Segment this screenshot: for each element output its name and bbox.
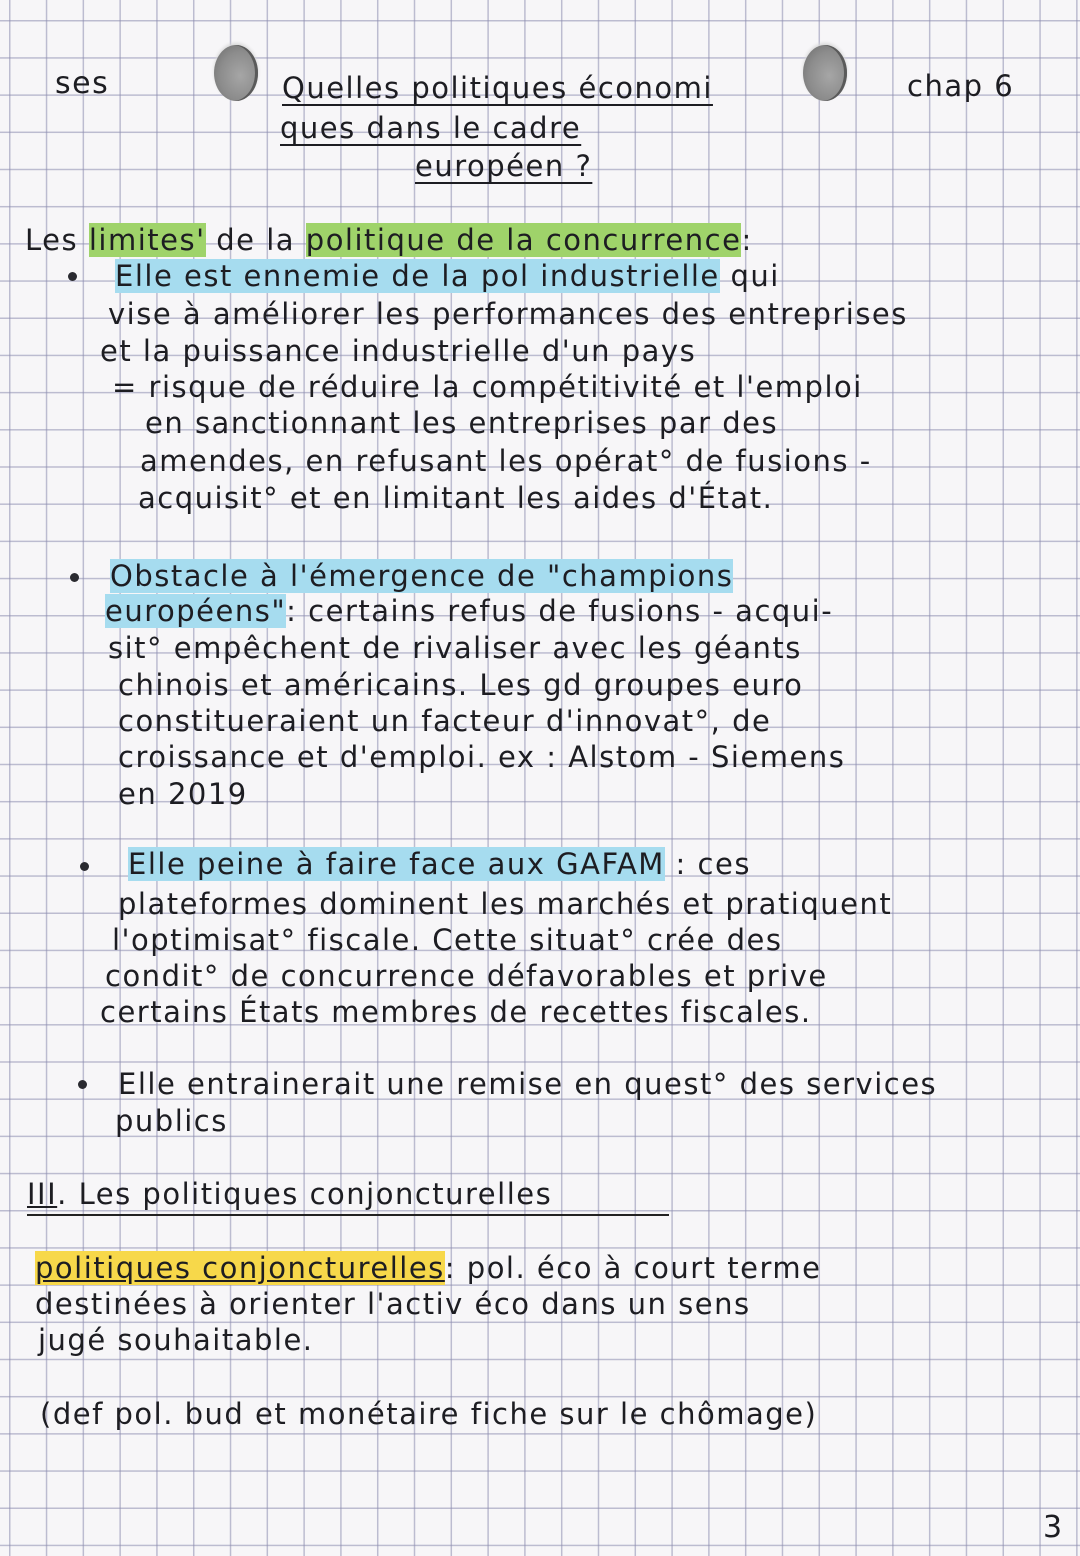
section-numeral: III bbox=[27, 1177, 58, 1211]
bullet-1-line-4: = risque de réduire la compétitivité et l'emploi bbox=[112, 370, 863, 404]
subject-label: ses bbox=[55, 66, 110, 101]
bullet-1-line-1: Elle est ennemie de la pol industrielle qui bbox=[115, 259, 780, 293]
page-title-line-3: européen ? bbox=[415, 149, 593, 183]
binder-hole-right bbox=[803, 45, 847, 101]
bullet-2-line-4: chinois et américains. Les gd groupes euro bbox=[118, 668, 804, 702]
heading-suffix: : bbox=[741, 223, 753, 257]
bullet-1-dot bbox=[68, 272, 77, 281]
bullet-3-line-3: l'optimisat° fiscale. Cette situat° crée des bbox=[112, 923, 783, 957]
bullet-2-line-5: constitueraient un facteur d'innovat°, de bbox=[118, 704, 772, 738]
bullet-2-line-6: croissance et d'emploi. ex : Alstom - Siemens bbox=[118, 740, 846, 774]
bullet-3-line-5: certains États membres de recettes fiscales. bbox=[100, 995, 812, 1029]
section-three-title: . Les politiques conjoncturelles bbox=[57, 1177, 553, 1211]
bullet-1-line-2: vise à améliorer les performances des entreprises bbox=[108, 297, 908, 331]
bullet-3-dot bbox=[80, 862, 89, 871]
page-title-line-2: ques dans le cadre bbox=[280, 111, 582, 145]
section-heading-limits bbox=[25, 222, 753, 258]
bullet-3-line-2: plateformes dominent les marchés et pratiquent bbox=[118, 887, 893, 921]
section-three-underline bbox=[27, 1214, 669, 1216]
heading-highlight-limits: limites' bbox=[88, 223, 206, 257]
definition-line-3: jugé souhaitable. bbox=[38, 1323, 314, 1357]
bullet-2-line-1: Obstacle à l'émergence de "champions bbox=[110, 559, 734, 593]
bullet-4-line-2: publics bbox=[115, 1104, 228, 1138]
bullet-2-line-2: européens": certains refus de fusions - acqui- bbox=[105, 594, 834, 628]
bullet-1-line-7: acquisit° et en limitant les aides d'État. bbox=[138, 481, 774, 515]
bullet-4-dot bbox=[78, 1080, 87, 1089]
heading-prefix: Les bbox=[25, 223, 79, 257]
bullet-1-line-5: en sanctionnant les entreprises par des bbox=[145, 406, 779, 440]
binder-hole-left bbox=[214, 45, 258, 101]
page-title-line-1: Quelles politiques économi bbox=[282, 71, 713, 105]
bullet-3-line-4: condit° de concurrence défavorables et prive bbox=[105, 959, 828, 993]
definition-line-1: politiques conjoncturelles: pol. éco à court terme bbox=[35, 1251, 822, 1285]
bullet-2-line-7: en 2019 bbox=[118, 777, 248, 811]
chapter-label: chap 6 bbox=[907, 69, 1015, 103]
bullet-1-line-6: amendes, en refusant les opérat° de fusions - bbox=[140, 444, 872, 478]
definition-line-2: destinées à orienter l'activ éco dans un sens bbox=[35, 1287, 751, 1321]
heading-highlight-concurrence: politique de la concurrence bbox=[305, 223, 742, 257]
bullet-3-line-1: Elle peine à faire face aux GAFAM : ces bbox=[128, 847, 751, 881]
heading-mid: de la bbox=[216, 223, 296, 257]
page-number: 3 bbox=[1043, 1510, 1063, 1545]
definition-term: politiques conjoncturelles bbox=[35, 1251, 445, 1285]
note-line: (def pol. bud et monétaire fiche sur le chômage) bbox=[40, 1397, 818, 1431]
section-three-heading bbox=[27, 1176, 552, 1212]
bullet-4-line-1: Elle entrainerait une remise en quest° des services bbox=[118, 1067, 938, 1101]
bullet-2-line-3: sit° empêchent de rivaliser avec les géants bbox=[108, 631, 802, 665]
bullet-2-dot bbox=[70, 573, 79, 582]
bullet-1-line-3: et la puissance industrielle d'un pays bbox=[100, 334, 697, 368]
